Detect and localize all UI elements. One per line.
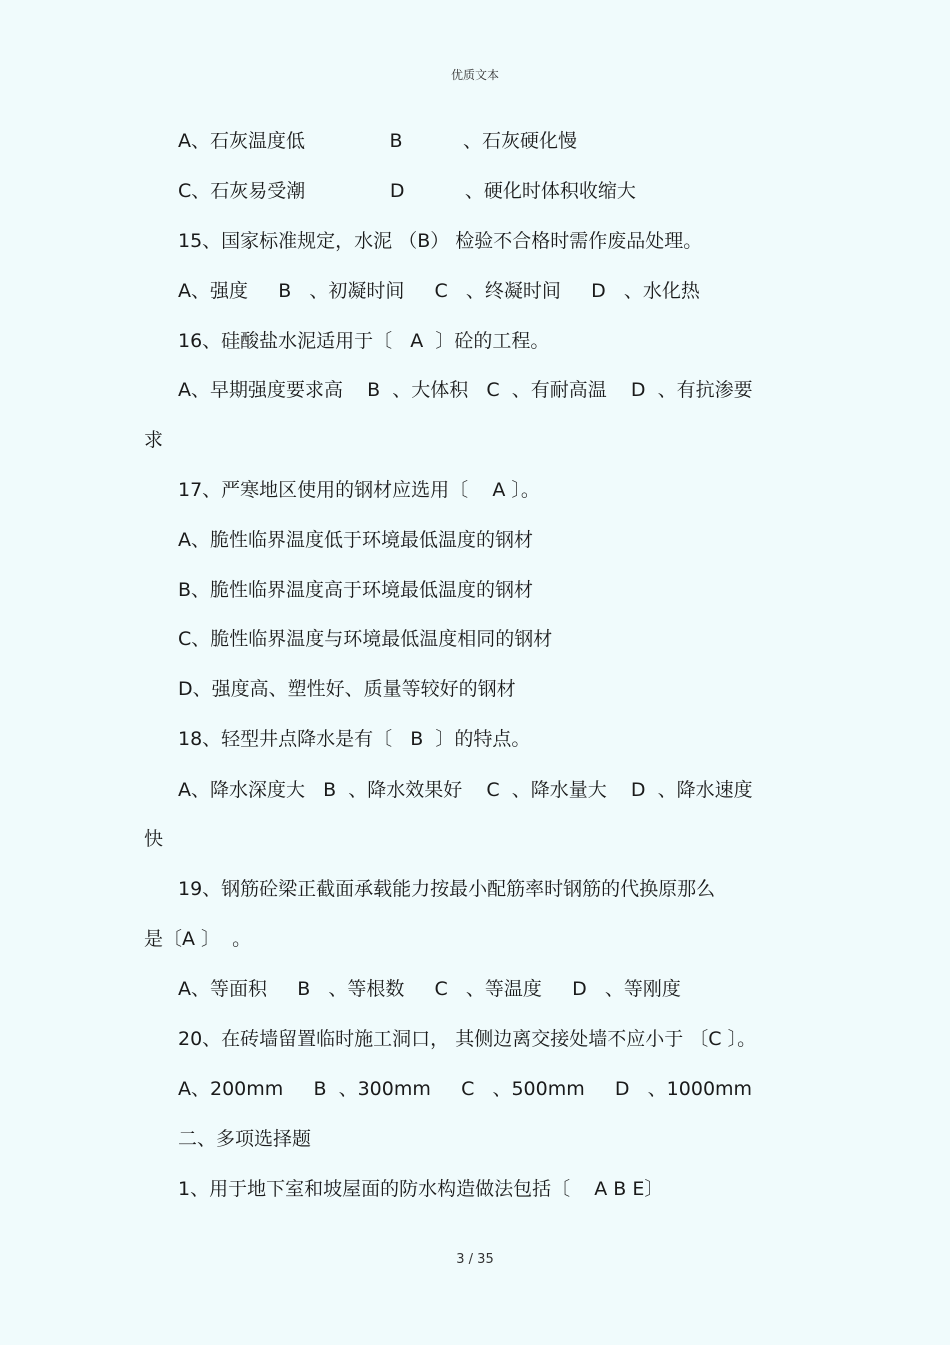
option-line: B、脆性临界温度高于环境最低温度的钢材 (178, 579, 534, 601)
page-header: 优质文本 (450, 68, 499, 82)
option-line-wrap: 求 (144, 429, 164, 451)
option-line: D、强度高、塑性好、质量等较好的钢材 (178, 678, 516, 700)
option-line: C、脆性临界温度与环境最低温度相同的钢材 (178, 628, 553, 650)
page-number: 3 / 35 (456, 1252, 494, 1267)
question-17: 17、严寒地区使用的钢材应选用〔 A 〕。 (178, 479, 540, 501)
option-line: A、等面积 B 、等根数 C 、等温度 D 、等刚度 (178, 978, 681, 1000)
option-line: A、降水深度大 B 、降水效果好 C 、降水量大 D 、降水速度 (178, 779, 753, 801)
multi-question-1: 1、用于地下室和坡屋面的防水构造做法包括〔 A B E〕 (178, 1178, 664, 1200)
question-18: 18、轻型井点降水是有〔 B 〕的特点。 (178, 728, 531, 750)
option-line: C、石灰易受潮 D 、硬化时体积收缩大 (178, 180, 636, 202)
question-19-wrap: 是〔A 〕 。 (144, 928, 252, 950)
option-line: A、石灰温度低 B 、石灰硬化慢 (178, 130, 577, 152)
question-19: 19、钢筋砼梁正截面承载能力按最小配筋率时钢筋的代换原那么 (178, 878, 716, 900)
option-line: A、强度 B 、初凝时间 C 、终凝时间 D 、水化热 (178, 280, 700, 302)
section-heading: 二、多项选择题 (178, 1128, 312, 1150)
question-20: 20、在砖墙留置临时施工洞口， 其侧边离交接处墙不应小于 〔C 〕。 (178, 1028, 757, 1050)
option-line: A、早期强度要求高 B 、大体积 C 、有耐高温 D 、有抗渗要 (178, 379, 753, 401)
question-15: 15、国家标准规定，水泥 （B） 检验不合格时需作废品处理。 (178, 230, 703, 252)
option-line: A、脆性临界温度低于环境最低温度的钢材 (178, 529, 533, 551)
option-line-wrap: 快 (144, 828, 164, 850)
question-16: 16、硅酸盐水泥适用于〔 A 〕砼的工程。 (178, 330, 550, 352)
option-line: A、200mm B 、300mm C 、500mm D 、1000mm (178, 1078, 753, 1100)
